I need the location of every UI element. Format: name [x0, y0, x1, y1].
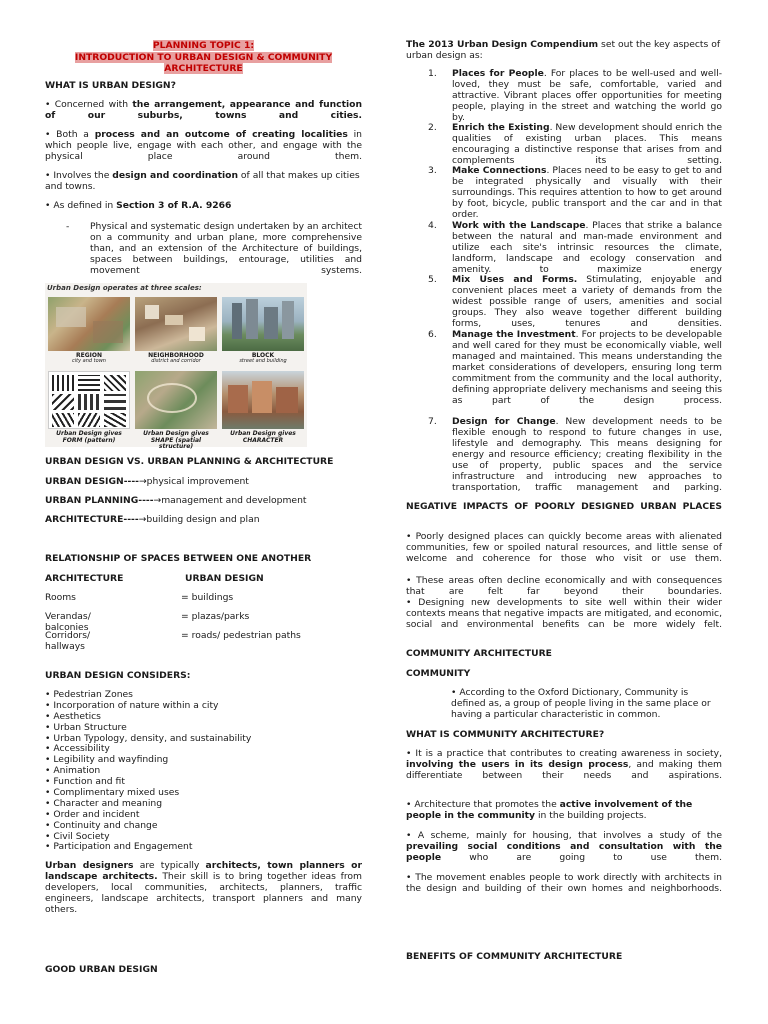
ra-9266-definition: Physical and systematic design undertaken by an architect on a community and urban plane, more comprehensive than, and an extension of the Architecture of buildings, spaces between buildings, entourage, utilities and movement systems.: [90, 221, 362, 277]
aspect-body: . Places that strike a balance between the natural and man-made environment and utilize each site's intrinsic resources the climate, landform, landscape and ecology conservation and amenity. to maximize energy: [452, 220, 722, 276]
aspect-title: Design for Change: [452, 416, 556, 427]
considers-list: [45, 689, 362, 852]
community-definition: • According to the Oxford Dictionary, Community is defined as, a group of people living in the same place or having a particular characteristic in common.: [451, 687, 711, 721]
neighborhood-aerial-photo: [135, 297, 217, 351]
bullet-2-bold: process and an outcome of creating localities: [94, 129, 348, 140]
arrow-right-icon: →: [138, 514, 147, 525]
ca-1-post: , and making them differentiate between their needs and aspirations.: [406, 759, 722, 782]
compendium-title: The 2013 Urban Design Compendium: [406, 39, 599, 50]
aspect-number: 7.: [428, 416, 437, 427]
ca-2-text: • Architecture that promotes the: [406, 799, 560, 810]
compendium-intro: [406, 39, 722, 61]
designers-bold-1: Urban designers: [45, 860, 134, 871]
what-is-urban-design-heading: WHAT IS URBAN DESIGN?: [45, 80, 176, 91]
column-urban-design: URBAN DESIGN: [185, 573, 264, 584]
ca-bullet-4: • The movement enables people to work directly with architects in the design and building of their own homes and neighborhoods.: [406, 872, 722, 895]
neighborhood-name: NEIGHBORHOOD: [148, 352, 204, 359]
title-line-2: INTRODUCTION TO URBAN DESIGN & COMMUNITY: [74, 51, 333, 63]
vs-row-architecture: [45, 514, 260, 525]
character-street-photo: [222, 371, 304, 429]
aspect-body: Stimulating, enjoyable and convenient places meet a variety of demands from the widest possible range of users, amenities and social groups. They also weave together different building forms, uses, tenures and densities.: [452, 274, 722, 330]
urban-design-bullet-4: [45, 200, 362, 211]
neighborhood-sub: district and corridor: [151, 358, 201, 365]
shape-caption: Urban Design gives SHAPE (spatial structure): [143, 430, 209, 451]
vs-desc: management and development: [161, 495, 307, 506]
ca-1-text: • It is a practice that contributes to creating awareness in society,: [406, 748, 722, 759]
bullet-3-text: • Involves the: [45, 170, 113, 181]
list-item: • Urban Typology, density, and sustainability: [45, 732, 252, 744]
form-caption: Urban Design gives FORM (pattern): [56, 430, 122, 444]
bullet-3-post: of all that makes up cities and towns.: [45, 170, 360, 193]
bullet-4-text: • As defined in: [45, 200, 117, 211]
vs-row-urban-planning: [45, 495, 307, 506]
region-sub: city and town: [72, 358, 106, 365]
bullet-1-text: • Concerned with: [45, 99, 133, 110]
urban-design-scales-figure: [45, 283, 307, 451]
aspect-title: Mix Uses and Forms.: [452, 274, 578, 285]
aspect-body: . For projects to be developable and well cared for they must be economically viable, well managed and maintained. This means understanding the market considerations of developers, ensuring long term commitment from the community and the local authority, defining appropriate delivery mechanisms and seeing this as part of the design process.: [452, 329, 722, 407]
designers-text-2: Their skill is to bring together ideas from developers, local communities, architects, planners, traffic engineers, landscape architects, transport planners and many others.: [45, 871, 363, 916]
shape-aerial-photo: [135, 371, 217, 429]
urban-design-bullet-2: [45, 129, 362, 173]
rel-urban: = plazas/parks: [181, 611, 250, 622]
rel-arch: Rooms: [45, 592, 76, 603]
bullet-2-post: in which people live, engage with each other, and engage with the physical place around them.: [45, 129, 362, 163]
list-item: • Function and fit: [45, 776, 125, 788]
aspect-number: 1.: [428, 68, 437, 79]
rel-urban: = buildings: [181, 592, 234, 603]
rel-arch: Verandas/ balconies: [45, 611, 91, 634]
vs-term: URBAN DESIGN----: [45, 476, 139, 487]
definition-dash: -: [66, 221, 70, 232]
ca-bullet-1: [406, 748, 722, 792]
list-item: • Pedestrian Zones: [45, 689, 133, 700]
vs-desc: building design and plan: [146, 514, 260, 525]
urban-design-bullet-3: [45, 170, 362, 192]
ca-1-bold: involving the users in its design process: [406, 759, 629, 771]
negative-impact-2: • These areas often decline economically and with consequences that are felt far beyond their boundaries.: [406, 575, 722, 598]
ca-3-bold: prevailing social conditions and consultation with the people: [406, 841, 722, 864]
aspect-title: Work with the Landscape: [452, 220, 586, 231]
ca-2-post: in the building projects.: [535, 810, 647, 822]
figure-caption: Urban Design operates at three scales:: [47, 284, 202, 292]
list-item: • Incorporation of nature within a city: [45, 699, 219, 711]
list-item: • Order and incident: [45, 808, 140, 820]
list-item: • Urban Structure: [45, 721, 127, 733]
bullet-4-bold: Section 3 of R.A. 9266: [116, 200, 232, 211]
aspect-body: . Places need to be easy to get to and be integrated physically and visually with their surroundings. This requires attention to how to get around by foot, bicycle, public transport and the car and in that order.: [452, 165, 722, 221]
neighborhood-label: [141, 353, 211, 365]
block-name: BLOCK: [251, 352, 275, 359]
aspect-number: 2.: [428, 122, 437, 133]
negative-impact-3: • Designing new developments to site well within their wider contexts means that negative impacts are mitigated, and economic, social and environmental benefits can be more widely felt.: [406, 597, 722, 631]
community-architecture-heading: COMMUNITY ARCHITECTURE: [406, 648, 552, 659]
negative-impact-1: • Poorly designed places can quickly become areas with alienated communities, few or spoiled natural resources, and little sense of welcome and coherence for those who visit or use them.: [406, 531, 722, 565]
what-is-community-architecture-heading: WHAT IS COMMUNITY ARCHITECTURE?: [406, 729, 605, 740]
column-architecture: ARCHITECTURE: [45, 573, 124, 584]
bullet-2-text: • Both a: [45, 129, 95, 140]
ca-bullet-2: [406, 799, 722, 821]
aspect-title: Manage the Investment: [452, 329, 576, 340]
region-label: [54, 353, 124, 365]
relationship-heading: RELATIONSHIP OF SPACES BETWEEN ONE ANOTHER: [45, 553, 312, 564]
block-street-photo: [222, 297, 304, 351]
bullet-3-bold: design and coordination: [112, 170, 238, 181]
aspect-body: . For places to be well-used and well-loved, they must be safe, comfortable, varied and attractive. Vibrant places offer opportunities for meeting people, playing in the street and watching the world go by.: [452, 68, 723, 124]
urban-designers-paragraph: [45, 860, 362, 926]
aspect-number: 4.: [428, 220, 437, 231]
list-item: • Animation: [45, 765, 101, 777]
community-heading: COMMUNITY: [406, 668, 471, 679]
title-line-1: PLANNING TOPIC 1:: [152, 40, 255, 51]
arrow-right-icon: →: [138, 476, 147, 487]
list-item: • Character and meaning: [45, 797, 163, 809]
considers-heading: URBAN DESIGN CONSIDERS:: [45, 670, 191, 681]
form-pattern-diagrams: [48, 371, 130, 429]
list-item: • Continuity and change: [45, 819, 158, 831]
benefits-heading: BENEFITS OF COMMUNITY ARCHITECTURE: [406, 951, 623, 962]
ca-bullet-3: [406, 830, 722, 874]
negative-impacts-heading: NEGATIVE IMPACTS OF POORLY DESIGNED URBAN PLACES: [406, 501, 722, 512]
vs-term: URBAN PLANNING----: [45, 495, 154, 506]
aspect-text: [452, 329, 722, 417]
list-item: • Civil Society: [45, 830, 110, 842]
designers-bold-2: architects, town planners or landscape architects.: [45, 860, 362, 883]
title-line-3: ARCHITECTURE: [164, 63, 243, 74]
urban-design-bullet-1: [45, 99, 362, 132]
aspect-title: Make Connections: [452, 165, 547, 176]
list-item: • Aesthetics: [45, 710, 101, 722]
character-caption: Urban Design gives CHARACTER: [230, 430, 296, 444]
aspect-body: . New development needs to be flexible enough to respond to future changes in use, lifestyle and demography. This means designing for energy and resource efficiency; creating flexibility in the use of property, public spaces and the service infrastructure and introducing new approaches to transportation, traffic management and parking.: [452, 416, 722, 494]
rel-urban: = roads/ pedestrian paths: [181, 630, 301, 641]
ca-3-text: • A scheme, mainly for housing, that involves a study of the: [406, 830, 722, 841]
aspect-number: 3.: [428, 165, 437, 176]
block-label: [228, 353, 298, 365]
vs-heading: URBAN DESIGN VS. URBAN PLANNING & ARCHITECTURE: [45, 456, 334, 467]
block-sub: street and building: [239, 358, 287, 365]
aspect-text: [452, 416, 722, 504]
list-item: • Accessibility: [45, 743, 110, 755]
aspect-title: Places for People: [452, 68, 544, 79]
aspects-list: [406, 68, 722, 498]
list-item: • Participation and Engagement: [45, 841, 193, 853]
designers-text-1: are typically: [133, 860, 206, 871]
rel-arch: Corridors/ hallways: [45, 630, 91, 653]
region-name: REGION: [76, 352, 102, 359]
list-item: • Legibility and wayfinding: [45, 754, 169, 766]
region-aerial-photo: [48, 297, 130, 351]
list-item: • Complimentary mixed uses: [45, 787, 180, 799]
arrow-right-icon: →: [153, 495, 162, 506]
vs-row-urban-design: [45, 476, 249, 487]
aspect-body: . New development should enrich the qualities of existing urban places. This means encouraging a distinctive response that arises from and complements its setting.: [452, 122, 722, 167]
compendium-text: set out the key aspects of urban design as:: [406, 39, 721, 62]
aspect-title: Enrich the Existing: [452, 122, 550, 133]
vs-term: ARCHITECTURE----: [45, 514, 139, 525]
ca-2-bold: active involvement of the people in the community: [406, 799, 693, 822]
aspect-number: 5.: [428, 274, 437, 285]
aspect-number: 6.: [428, 329, 437, 340]
ca-3-post: who are going to use them.: [441, 852, 722, 864]
bullet-1-bold: the arrangement, appearance and function of our suburbs, towns and cities.: [45, 99, 362, 122]
vs-desc: physical improvement: [146, 476, 249, 487]
good-urban-design-heading: GOOD URBAN DESIGN: [45, 964, 158, 975]
document-title: [45, 40, 362, 75]
